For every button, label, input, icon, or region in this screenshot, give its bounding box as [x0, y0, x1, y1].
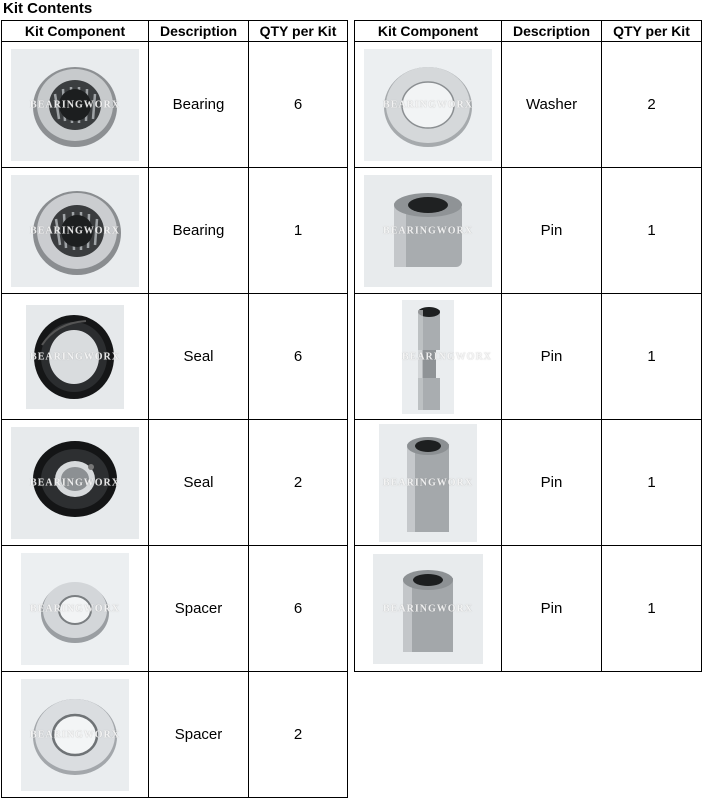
table-row	[355, 420, 702, 546]
component-cell	[355, 168, 502, 294]
watermark: BEARINGWORX	[30, 729, 120, 740]
component-cell	[2, 42, 149, 168]
qty-cell: 6	[249, 294, 348, 420]
table-row	[355, 294, 702, 420]
header-qty: QTY per Kit	[602, 21, 702, 42]
description-cell: Spacer	[149, 546, 249, 672]
header-qty: QTY per Kit	[249, 21, 348, 42]
watermark: BEARINGWORX	[402, 351, 492, 362]
description-cell: Washer	[502, 42, 602, 168]
description-cell: Bearing	[149, 168, 249, 294]
qty-cell: 6	[249, 42, 348, 168]
component-cell	[2, 546, 149, 672]
needle-bearing-icon	[11, 49, 139, 161]
watermark: BEARINGWORX	[383, 477, 473, 488]
description-cell: Pin	[502, 420, 602, 546]
table-row	[355, 168, 702, 294]
component-cell	[2, 168, 149, 294]
component-cell	[2, 420, 149, 546]
qty-cell: 1	[602, 294, 702, 420]
header-description: Description	[502, 21, 602, 42]
description-cell: Bearing	[149, 42, 249, 168]
oil-seal-icon	[11, 427, 139, 539]
sleeve-pin-icon	[379, 424, 477, 542]
long-pin-icon	[402, 300, 492, 414]
description-cell: Pin	[502, 546, 602, 672]
component-cell	[355, 294, 502, 420]
component-cell	[2, 672, 149, 798]
spacer-ring-icon	[21, 553, 129, 665]
watermark: BEARINGWORX	[30, 225, 120, 236]
sleeve-pin-icon	[373, 554, 483, 664]
qty-cell: 6	[249, 546, 348, 672]
header-description: Description	[149, 21, 249, 42]
washer-icon	[364, 49, 492, 161]
qty-cell: 1	[249, 168, 348, 294]
component-cell	[355, 42, 502, 168]
watermark: BEARINGWORX	[30, 477, 120, 488]
page-title: Kit Contents	[3, 0, 93, 17]
kit-table-left	[1, 20, 348, 798]
header-kit-component: Kit Component	[2, 21, 149, 42]
description-cell: Pin	[502, 294, 602, 420]
qty-cell: 2	[249, 420, 348, 546]
table-row	[2, 420, 348, 546]
oil-seal-icon	[26, 305, 124, 409]
qty-cell: 2	[602, 42, 702, 168]
watermark: BEARINGWORX	[30, 603, 120, 614]
table-row	[2, 168, 348, 294]
qty-cell: 1	[602, 168, 702, 294]
component-cell	[355, 546, 502, 672]
bushing-pin-icon	[364, 175, 492, 287]
watermark: BEARINGWORX	[383, 225, 473, 236]
watermark: BEARINGWORX	[30, 351, 120, 362]
description-cell: Pin	[502, 168, 602, 294]
qty-cell: 2	[249, 672, 348, 798]
needle-bearing-icon	[11, 175, 139, 287]
watermark: BEARINGWORX	[383, 603, 473, 614]
qty-cell: 1	[602, 546, 702, 672]
table-row	[2, 42, 348, 168]
table-row	[355, 546, 702, 672]
description-cell: Seal	[149, 420, 249, 546]
component-cell	[355, 420, 502, 546]
table-row	[2, 546, 348, 672]
table-row	[2, 294, 348, 420]
watermark: BEARINGWORX	[383, 99, 473, 110]
header-row	[2, 21, 348, 42]
description-cell: Spacer	[149, 672, 249, 798]
kit-table-right	[354, 20, 702, 672]
watermark: BEARINGWORX	[30, 99, 120, 110]
spacer-ring-icon	[21, 679, 129, 791]
header-kit-component: Kit Component	[355, 21, 502, 42]
table-row	[2, 672, 348, 798]
component-cell	[2, 294, 149, 420]
qty-cell: 1	[602, 420, 702, 546]
header-row	[355, 21, 702, 42]
table-row	[355, 42, 702, 168]
description-cell: Seal	[149, 294, 249, 420]
